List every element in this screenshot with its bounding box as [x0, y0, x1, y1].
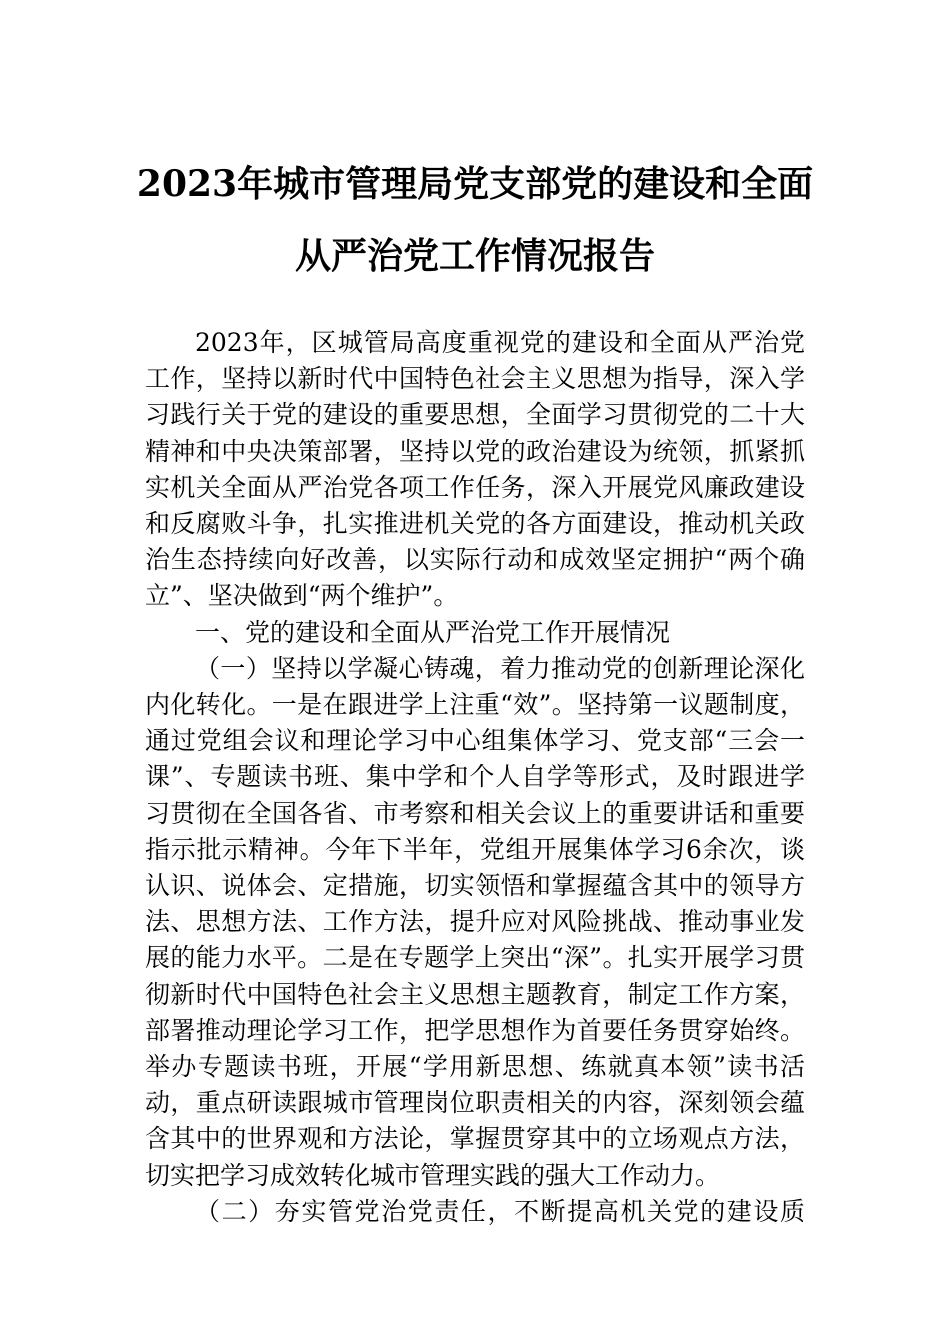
subsection-paragraph-2: （二）夯实管党治党责任，不断提高机关党的建设质 — [195, 1196, 805, 1226]
section-heading-1: 一、党的建设和全面从严治党工作开展情况 — [195, 617, 671, 647]
document-title-line-1: 2023年城市管理局党支部党的建设和全面 — [136, 163, 814, 205]
document-body — [145, 325, 805, 1230]
intro-paragraph: 2023年，区城管局高度重视党的建设和全面从严治党工作，坚持以新时代中国特色社会主义思想为指导，深入学习践行关于党的建设的重要思想，全面学习贯彻党的二十大精神和中央决策部署，坚持以党的政治建设为统领，抓紧抓实机关全面从严治党各项工作任务，深入开展党风廉政建设和反腐败斗争，扎实推进机关党的各方面建设，推动机关政治生态持续向好改善，以实际行动和成效坚定拥护“两个确立”、坚决做到“两个维护”。 — [145, 328, 805, 611]
subsection-paragraph-1: （一）坚持以学凝心铸魂，着力推动党的创新理论深化内化转化。一是在跟进学上注重“效”。坚持第一议题制度，通过党组会议和理论学习中心组集体学习、党支部“三会一课”、专题读书班、集中学和个人自学等形式，及时跟进学习贯彻在全国各省、市考察和相关会议上的重要讲话和重要指示批示精神。今年下半年，党组开展集体学习6余次，谈认识、说体会、定措施，切实领悟和掌握蕴含其中的领导方法、思想方法、工作方法，提升应对风险挑战、推动事业发展的能力水平。二是在专题学上突出“深”。扎实开展学习贯彻新时代中国特色社会主义思想主题教育，制定工作方案，部署推动理论学习工作，把学思想作为首要任务贯穿始终。举办专题读书班，开展“学用新思想、练就真本领”读书活动，重点研读跟城市管理岗位职责相关的内容，深刻领会蕴含其中的世界观和方法论，掌握贯穿其中的立场观点方法，切实把学习成效转化城市管理实践的强大工作动力。 — [145, 653, 805, 1190]
document-title-line-2: 从严治党工作情况报告 — [294, 235, 655, 277]
